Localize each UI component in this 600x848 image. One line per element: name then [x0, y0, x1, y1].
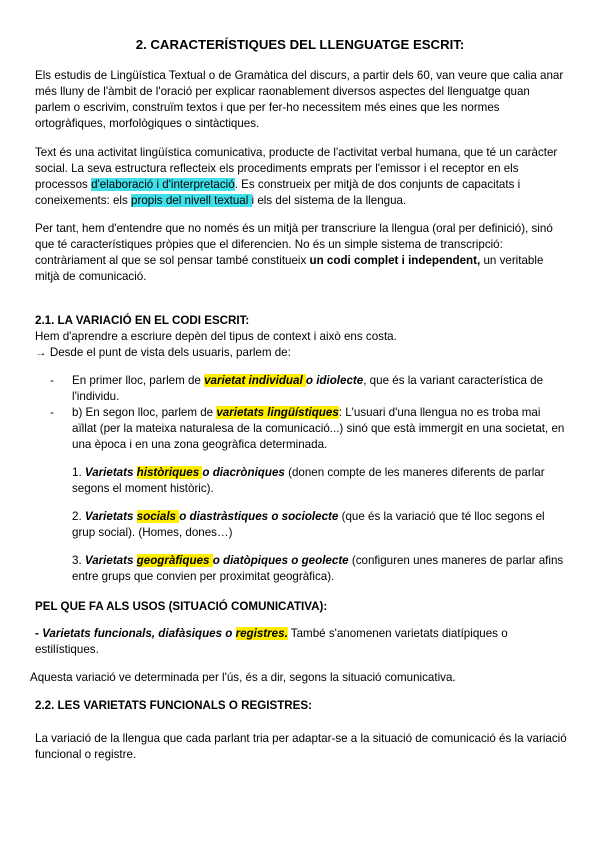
bullet-dash-2: - — [50, 406, 54, 419]
item2-term: o diastràstiques o sociolecte — [179, 510, 339, 523]
p3-bold: un codi complet i independent, — [309, 254, 481, 267]
p2-text-b: . Es construeix per mitjà de dos conjunts de capacitats i coneixements: els — [35, 178, 521, 207]
numbered-item-1 — [72, 465, 567, 497]
p2-text-c: i els del sistema de la llengua. — [251, 194, 407, 207]
item2-number: 2. — [72, 510, 85, 523]
highlight-registres: registres. — [235, 627, 288, 640]
item2-desc: (que és la variació que té lloc segons el grup social). (Homes, dones…) — [72, 510, 545, 539]
section-2-1-line1: Hem d'aprendre a escriure depèn del tipus de context i això ens costa. — [35, 330, 397, 343]
bullet2-text-a: b) En segon lloc, parlem de — [72, 406, 217, 419]
highlight-nivell-textual: propis del nivell textual — [131, 194, 252, 207]
bullet2-text-c: : L'usuari d'una llengua no es troba mai aïllat (per la mateixa naturalesa de la comunicació...) sinó que està immergit en una societat, en una època i en una zona geogràfica determinada. — [72, 406, 565, 451]
item3-number: 3. — [72, 554, 85, 567]
highlight-elaboracio: d'elaboració i d'interpretació — [91, 178, 235, 191]
usos-heading: PEL QUE FA ALS USOS (SITUACIÓ COMUNICATIVA): — [35, 600, 328, 613]
bullet1-idiolecte: o idiolecte — [305, 374, 364, 387]
intro-paragraph: Els estudis de Lingüística Textual o de Gramàtica del discurs, a partir dels 60, van veure que calia anar més lluny de l'àmbit de l'oració per explicar raonablement diversos aspectes del llenguatge quan parlem o escrivim, construïm textos i que per fer-ho necessitem més eines que les normes ortogràfiques, morfològiques o sintàctiques. — [35, 69, 564, 130]
item1-lead: Varietats — [84, 466, 137, 479]
page-title: 2. CARACTERÍSTIQUES DEL LLENGUATGE ESCRIT: — [135, 37, 465, 52]
codi-paragraph — [35, 221, 567, 285]
p3-text-a: Per tant, hem d'entendre que no només és un mitjà per transcriure la llengua (oral per definició), sinó que té característiques pròpies que el diferencien. No és un simple sistema de transcripció: contràriament al que se sol pensar també constitueix — [35, 222, 553, 267]
usos-paragraph — [35, 626, 567, 658]
section-2-2-heading: 2.2. LES VARIETATS FUNCIONALS O REGISTRES: — [35, 699, 312, 712]
item1-desc: (donen compte de les maneres diferents de parlar segons el moment històric). — [72, 466, 545, 495]
bullet1-text-c: , que és la variant característica de l'individu. — [72, 374, 544, 403]
highlight-socials: socials — [136, 510, 180, 523]
highlight-geografiques: geogràfiques — [136, 554, 213, 567]
numbered-item-2 — [72, 509, 567, 541]
bullet-item-1 — [72, 373, 567, 405]
section-2-1-heading: 2.1. LA VARIACIÓ EN EL CODI ESCRIT: — [35, 314, 250, 327]
item3-term: o diatòpiques o geolecte — [212, 554, 349, 567]
p3-text-b: un veritable mitjà de comunicació. — [35, 254, 544, 283]
item2-lead: Varietats — [84, 510, 137, 523]
bullet-item-2 — [72, 405, 567, 453]
highlight-historiques: històriques — [136, 466, 203, 479]
item3-lead: Varietats — [84, 554, 137, 567]
p2-text-a: Text és una activitat lingüística comunicativa, producte de l'activitat verbal humana, que té un caràcter social. La seva estructura reflecteix els procediments emprats per l'emissor i el receptor en els processos — [35, 146, 558, 191]
item1-term: o diacròniques — [202, 466, 285, 479]
usos-term: Varietats funcionals, diafàsiques o — [42, 627, 236, 640]
usos-note: Aquesta variació ve determinada per l'ús, és a dir, segons la situació comunicativa. — [30, 671, 456, 684]
section-2-2-paragraph: La variació de la llengua que cada parlant tria per adaptar-se a la situació de comunicació és la variació funcional o registre. — [35, 732, 567, 761]
section-2-1-line2: → Desde el punt de vista dels usuaris, parlem de: — [35, 346, 291, 359]
bullet1-text-a: En primer lloc, parlem de — [72, 374, 205, 387]
bullet-dash-1: - — [50, 374, 54, 387]
item1-number: 1. — [72, 466, 85, 479]
usos-desc: També s'anomenen varietats diatípiques o estilístiques. — [35, 627, 508, 656]
highlight-varietats-linguistiques: varietats lingüístiques — [216, 406, 339, 419]
highlight-varietat-individual: varietat individual — [204, 374, 306, 387]
usos-dash: - — [35, 627, 43, 640]
item3-desc: (configuren unes maneres de parlar afins entre grups que convien per proximitat geogràfica). — [72, 554, 564, 583]
numbered-item-3 — [72, 553, 567, 585]
text-definition-paragraph — [35, 145, 567, 209]
